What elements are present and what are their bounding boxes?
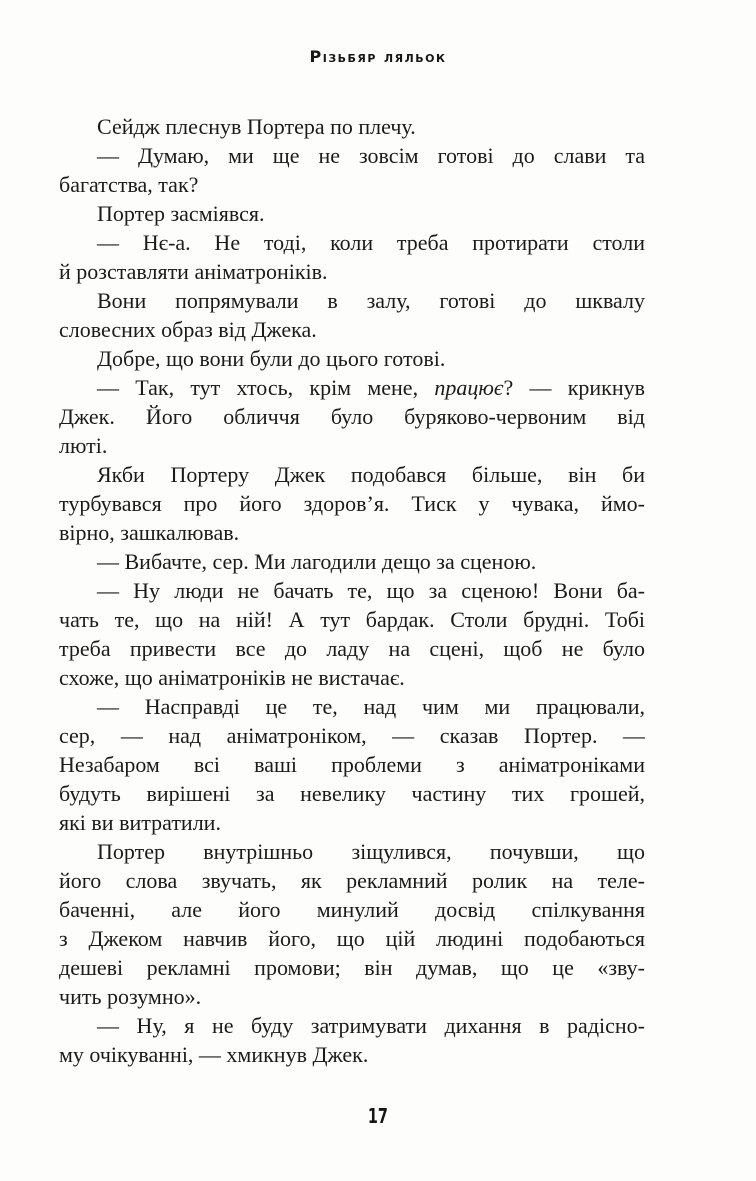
paragraph — [59, 344, 645, 373]
text-line: з Джеком навчив його, що цій людині подобаються — [59, 926, 645, 951]
text-line: Добре, що вони були до цього готові. — [97, 346, 446, 371]
text-line: Джек. Його обличчя було буряково-червоним від — [59, 404, 645, 429]
paragraph — [59, 141, 645, 199]
paragraph — [59, 112, 645, 141]
text-line: Портер внутрішньо зіщулився, почувши, що — [97, 839, 645, 864]
text-line: Сейдж плеснув Портера по плечу. — [97, 114, 416, 139]
text-line: турбувався про його здоров’я. Тиск у чувака, ймо- — [59, 491, 645, 516]
text-line: Незабаром всі ваші проблеми з аніматроніками — [59, 752, 645, 777]
text-line: схоже, що аніматроніків не вистачає. — [59, 665, 405, 690]
text-line: люті. — [59, 433, 108, 458]
paragraph — [59, 228, 645, 286]
text-line: — Вибачте, сер. Ми лагодили дещо за сценою. — [97, 549, 537, 574]
text-line: — Насправді це те, над чим ми працювали, — [97, 694, 645, 719]
paragraph — [59, 286, 645, 344]
text-line: його слова звучать, як рекламний ролик на теле- — [59, 868, 645, 893]
text-line: чить розумно». — [59, 984, 202, 1009]
text-line: — Нє-а. Не тоді, коли треба протирати столи — [97, 230, 645, 255]
text-line: Якби Портеру Джек подобався більше, він би — [97, 462, 645, 487]
page-number-container — [0, 1103, 756, 1129]
text-line: Вони попрямували в залу, готові до шквалу — [97, 288, 645, 313]
running-head-title: Різьбяр ляльок — [309, 47, 447, 66]
text-line: — Ну, я не буду затримувати дихання в радісно- — [97, 1013, 645, 1038]
text-line: Портер засміявся. — [97, 201, 265, 226]
text-line: — Так, тут хтось, крім мене, працює? — крикнув — [97, 375, 645, 400]
text-line: й розставляти аніматроніків. — [59, 259, 328, 284]
text-line: треба привести все до ладу на сцені, щоб не було — [59, 636, 645, 661]
paragraph — [59, 199, 645, 228]
text-line: баченні, але його минулий досвід спілкування — [59, 897, 645, 922]
paragraph — [59, 692, 645, 837]
page-number: 17 — [367, 1104, 389, 1128]
text-line: — Ну люди не бачать те, що за сценою! Вони ба- — [97, 578, 645, 603]
text-line: дешеві рекламні промови; він думав, що це «зву- — [59, 955, 645, 980]
text-line: чать те, що на ній! А тут бардак. Столи брудні. Тобі — [59, 607, 645, 632]
page-text — [59, 112, 645, 1069]
text-line: які ви витратили. — [59, 810, 221, 835]
paragraph — [59, 576, 645, 692]
text-line: му очікуванні, — хмикнув Джек. — [59, 1042, 369, 1067]
text-line: вірно, зашкалював. — [59, 520, 240, 545]
paragraph — [59, 1011, 645, 1069]
paragraph — [59, 837, 645, 1011]
paragraph — [59, 460, 645, 547]
text-line: сер, — над аніматроніком, — сказав Портер. — — [59, 723, 645, 748]
text-line: будуть вирішені за невелику частину тих грошей, — [59, 781, 645, 806]
paragraph — [59, 547, 645, 576]
text-line: словесних образ від Джека. — [59, 317, 317, 342]
paragraph — [59, 373, 645, 460]
text-line: багатства, так? — [59, 172, 199, 197]
text-line: — Думаю, ми ще не зовсім готові до слави та — [97, 143, 645, 168]
